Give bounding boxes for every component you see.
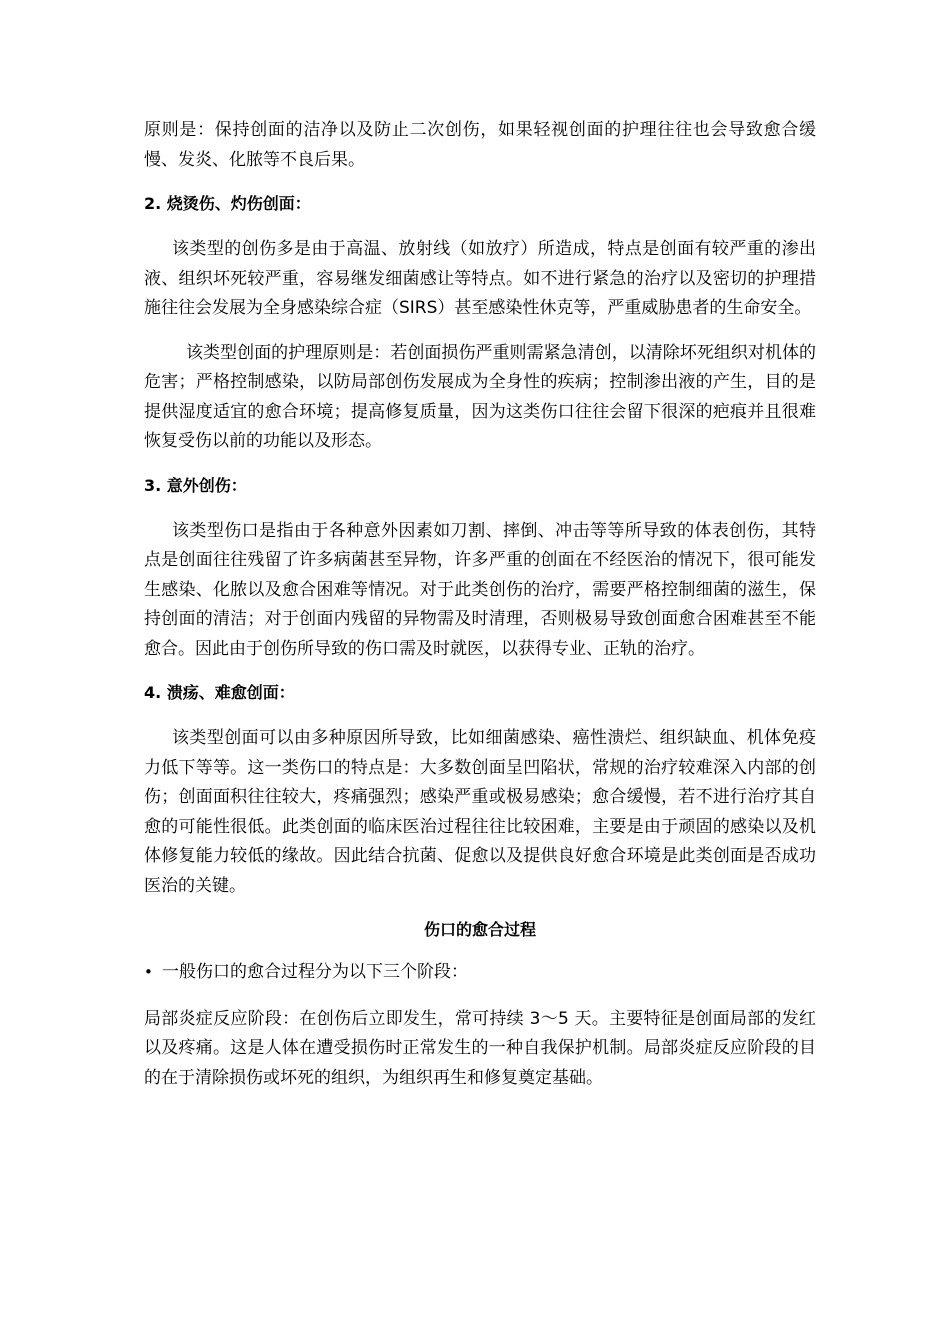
bullet-item-healing-stages <box>144 958 816 988</box>
bullet-icon: • <box>144 963 153 981</box>
heading-ulcer-wounds: 4. 溃疡、难愈创面： <box>144 683 295 702</box>
document-body <box>144 116 816 1108</box>
heading-burn-wounds: 2. 烧烫伤、灼伤创面： <box>144 194 311 213</box>
paragraph-inflammation-stage: 局部炎症反应阶段：在创伤后立即发生，常可持续 3～5 天。主要特征是创面局部的发红以及疼痛。这是人体在遭受损伤时正常发生的一种自我保护机制。局部炎症反应阶段的目的在于清除损伤或坏死的组织，为组织再生和修复奠定基础。 <box>144 1008 816 1088</box>
paragraph-accidental-description: 该类型伤口是指由于各种意外因素如刀割、摔倒、冲击等等所导致的体表创伤，其特点是创面往往残留了许多病菌甚至异物，许多严重的创面在不经医治的情况下，很可能发生感染、化脓以及愈合困难等情况。对于此类创伤的治疗，需要严格控制细菌的滋生，保持创面的清洁；对于创面内残留的异物需及时清理，否则极易导致创面愈合困难甚至不能愈合。因此由于创伤所导致的伤口需及时就医，以获得专业、正轨的治疗。 <box>144 520 816 659</box>
paragraph-ulcer-description: 该类型创面可以由多种原因所导致，比如细菌感染、癌性溃烂、组织缺血、机体免疫力低下等等。这一类伤口的特点是：大多数创面呈凹陷状，常规的治疗较难深入内部的创伤；创面面积往往较大，疼痛强烈；感染严重或极易感染；愈合缓慢，若不进行治疗其自愈的可能性很低。此类创面的临床医治过程往往比较困难，主要是由于顽固的感染以及机体修复能力较低的缘故。因此结合抗菌、促愈以及提供良好愈合环境是此类创面是否成功医治的关键。 <box>144 728 816 896</box>
paragraph-burn-description: 该类型的创伤多是由于高温、放射线（如放疗）所造成，特点是创面有较严重的渗出液、组织坏死较严重，容易继发细菌感让等特点。如不进行紧急的治疗以及密切的护理措施往往会发展为全身感染综合症（SIRS）甚至感染性休克等，严重威胁患者的生命安全。 <box>144 239 816 318</box>
paragraph-burn-care-principle: 该类型创面的护理原则是：若创面损伤严重则需紧急清创，以清除坏死组织对机体的危害；严格控制感染，以防局部创伤发展成为全身性的疾病；控制渗出液的产生，目的是提供湿度适宜的愈合环境；提高修复质量，因为这类伤口往往会留下很深的疤痕并且很难恢复受伤以前的功能以及形态。 <box>144 342 816 451</box>
paragraph-principle-continued: 原则是：保持创面的洁净以及防止二次创伤，如果轻视创面的护理往往也会导致愈合缓慢、发炎、化脓等不良后果。 <box>144 120 816 170</box>
heading-accidental-wounds: 3. 意外创伤： <box>144 475 247 495</box>
bullet-text: 一般伤口的愈合过程分为以下三个阶段： <box>162 962 468 982</box>
section-title-healing-process: 伤口的愈合过程 <box>423 920 536 939</box>
